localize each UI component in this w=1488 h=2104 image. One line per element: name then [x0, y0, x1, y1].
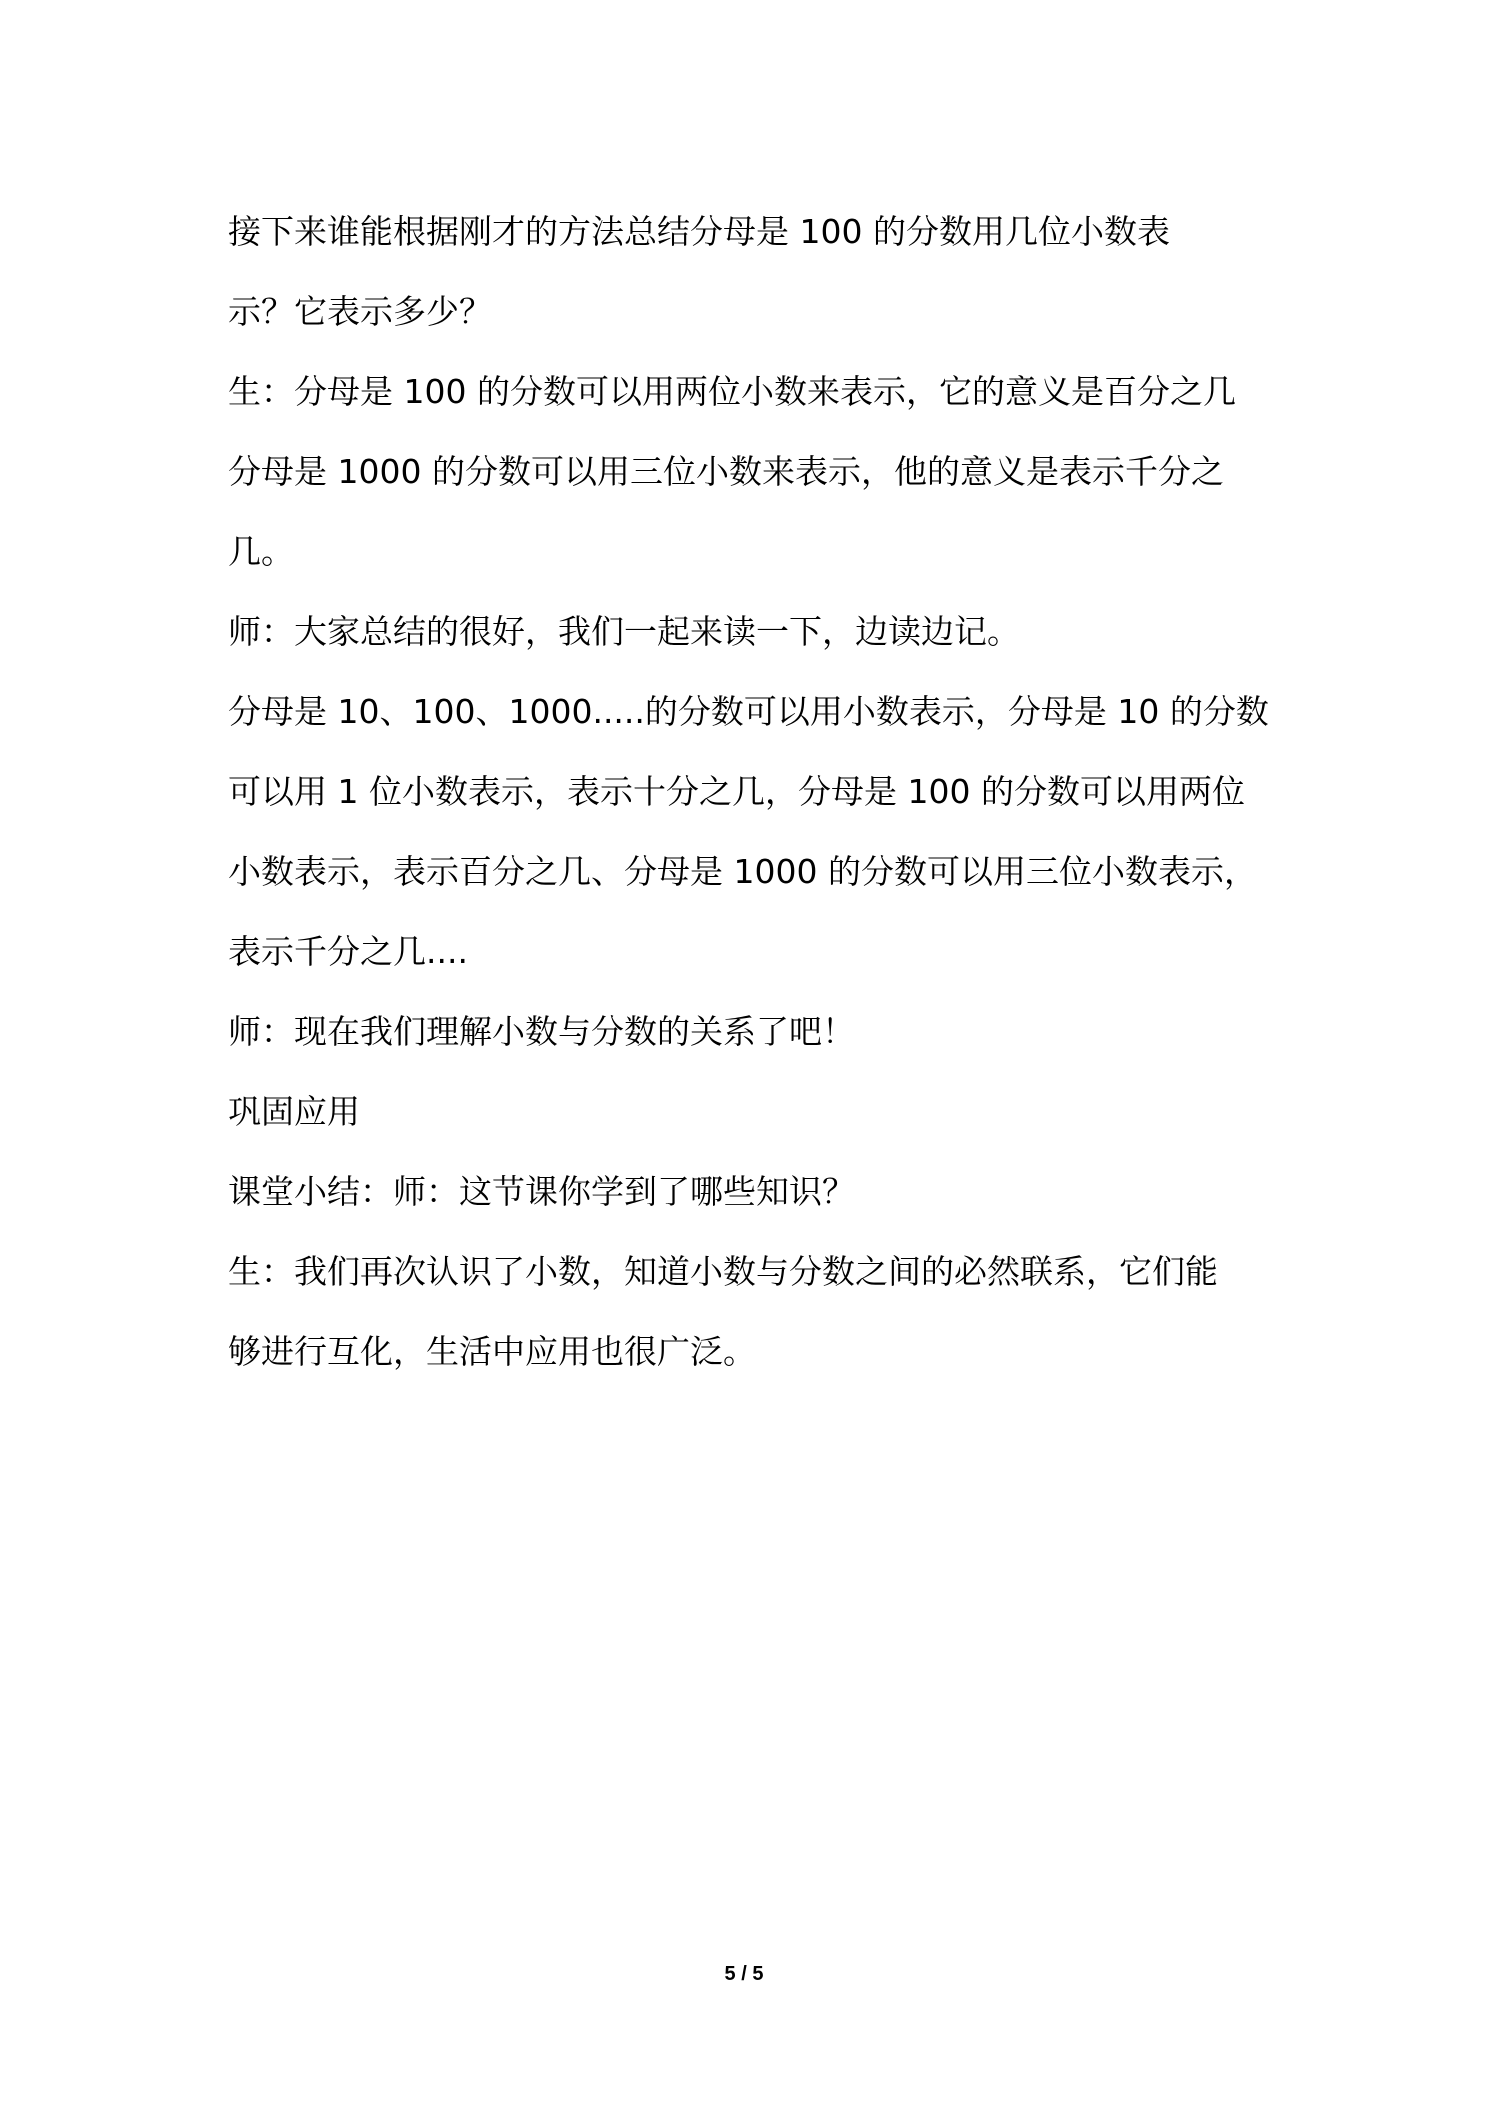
- text-line: 小数表示，表示百分之几、分母是 1000 的分数可以用三位小数表示，: [228, 852, 1257, 891]
- section-heading: 巩固应用: [228, 1092, 360, 1131]
- text-line: 分母是 10、100、1000.....的分数可以用小数表示，分母是 10 的分数: [228, 692, 1269, 731]
- text-line: 够进行互化，生活中应用也很广泛。: [228, 1332, 756, 1371]
- text-line: 师：现在我们理解小数与分数的关系了吧！: [228, 1012, 855, 1051]
- text-line: 分母是 1000 的分数可以用三位小数来表示，他的意义是表示千分之: [228, 452, 1224, 491]
- page-number: 5 / 5: [724, 1963, 764, 1985]
- text-line: 示？它表示多少？: [228, 292, 492, 331]
- document-body: [228, 192, 1268, 1392]
- text-line: 师：大家总结的很好，我们一起来读一下，边读边记。: [228, 612, 1020, 651]
- text-line: 生：我们再次认识了小数，知道小数与分数之间的必然联系，它们能: [228, 1252, 1218, 1291]
- text-line: 可以用 1 位小数表示，表示十分之几，分母是 100 的分数可以用两位: [228, 772, 1245, 811]
- text-line: 表示千分之几....: [228, 932, 468, 971]
- text-line: 几。: [228, 532, 294, 571]
- text-line: 课堂小结：师：这节课你学到了哪些知识？: [228, 1172, 855, 1211]
- text-line: 接下来谁能根据刚才的方法总结分母是 100 的分数用几位小数表: [228, 212, 1170, 251]
- text-line: 生：分母是 100 的分数可以用两位小数来表示，它的意义是百分之几: [228, 372, 1236, 411]
